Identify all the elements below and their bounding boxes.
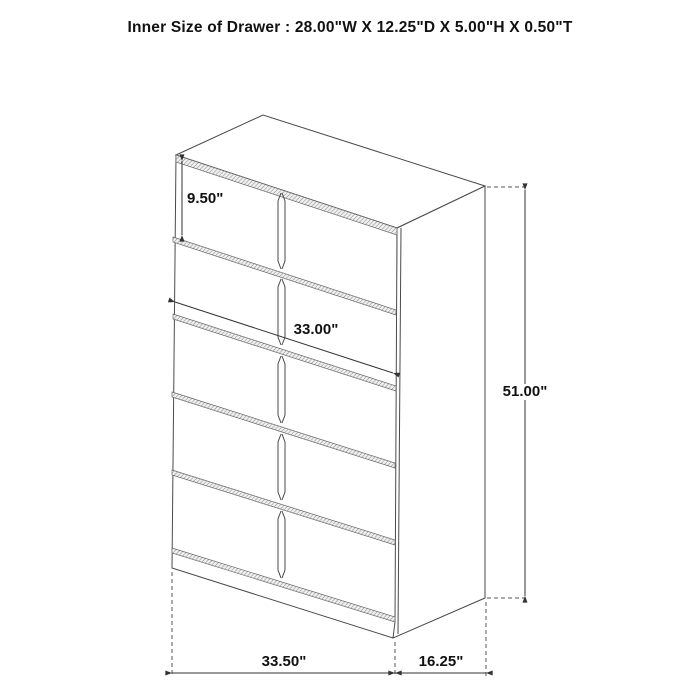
dim-label-front-width: 33.00" [293, 321, 339, 338]
dim-label-depth: 16.25" [418, 653, 464, 670]
dim-label-drawer-height: 9.50" [187, 190, 224, 207]
dim-label-base-width: 33.50" [261, 653, 307, 670]
chest-side-panel [393, 186, 485, 638]
dim-label-overall-height: 51.00" [502, 383, 548, 400]
diagram-title: Inner Size of Drawer : 28.00"W X 12.25"D X 5.00"H X 0.50"T [127, 19, 573, 36]
